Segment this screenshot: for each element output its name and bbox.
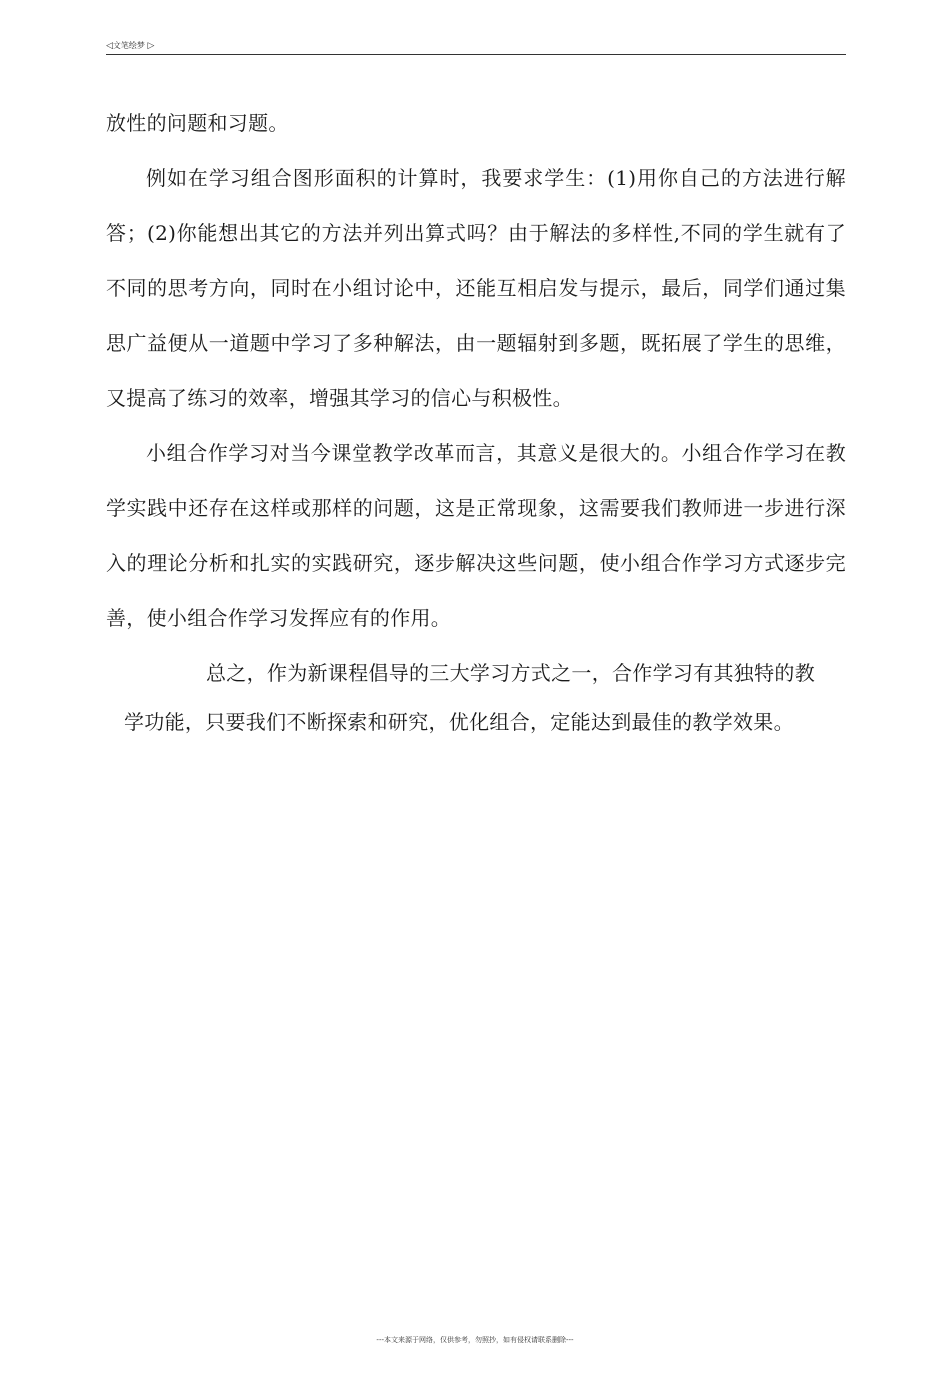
right-triangle-icon: ▷: [147, 41, 155, 51]
paragraph-example: 例如在学习组合图形面积的计算时，我要求学生：(1)用你自己的方法进行解答；(2)你能想出其它的方法并列出算式吗？由于解法的多样性,不同的学生就有了不同的思考方向，同时在小组讨论中，还能互相启发与提示，最后，同学们通过集思广益便从一道题中学习了多种解法，由一题辐射到多题，既拓展了学生的思维，又提高了练习的效率，增强其学习的信心与积极性。: [106, 166, 846, 410]
left-triangle-icon: ◁: [106, 41, 113, 51]
page-header: [106, 40, 846, 55]
paragraph-continuation: 放性的问题和习题。: [106, 111, 289, 135]
document-body: [106, 96, 846, 734]
page-footer: ---本文来源于网络，仅供参考，勿照抄，如有侵权请联系删除---: [376, 1336, 574, 1344]
conclusion-line-2: 学功能，只要我们不断探索和研究，优化组合，定能达到最佳的教学效果。: [124, 710, 794, 734]
paragraph-significance: 小组合作学习对当今课堂教学改革而言，其意义是很大的。小组合作学习在教学实践中还存在这样或那样的问题，这是正常现象，这需要我们教师进一步进行深入的理论分析和扎实的实践研究，逐步解决这些问题，使小组合作学习方式逐步完善，使小组合作学习发挥应有的作用。: [106, 441, 846, 630]
header-title: 文笔绘梦: [112, 41, 145, 50]
conclusion-line-1: 总之，作为新课程倡导的三大学习方式之一，合作学习有其独特的教: [206, 661, 815, 685]
